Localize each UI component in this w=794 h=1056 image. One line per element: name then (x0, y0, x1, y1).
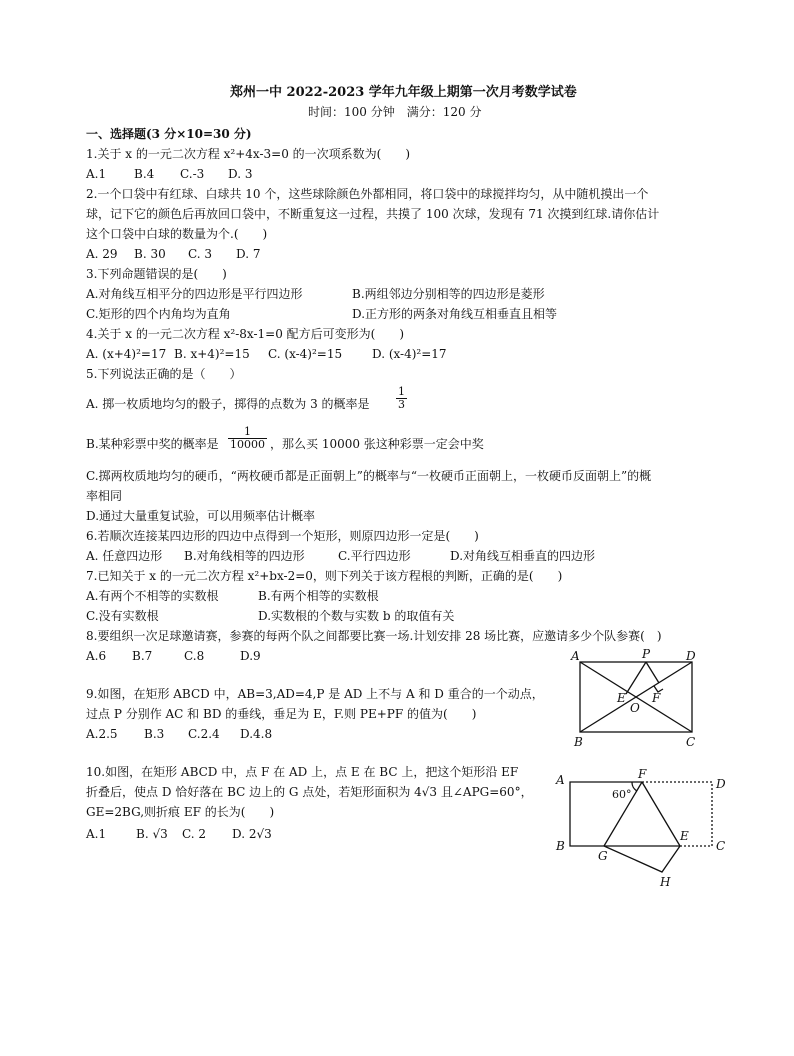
fraction-numerator: 1 (398, 385, 405, 398)
fraction-numerator: 1 (244, 425, 251, 438)
q5-option-d: D.通过大量重复试验，可以用频率估计概率 (86, 509, 316, 523)
q10-label-e: E (680, 829, 689, 843)
q10-angle-arc (632, 782, 637, 791)
q6-option-b: B.对角线相等的四边形 (184, 549, 305, 563)
q8-option-d: D.9 (240, 649, 261, 663)
q10-line-1: 10.如图，在矩形 ABCD 中，点 F 在 AD 上，点 E 在 BC 上，把这个矩形沿 EF (86, 765, 519, 779)
q9-option-a: A.2.5 (86, 727, 118, 741)
q10-label-f: F (638, 768, 647, 781)
q5-option-c-line-1: C.掷两枚质地均匀的硬币，“两枚硬币都是正面朝上”的概率与“一枚硬币正面朝上，一枚硬币反面朝上”的概 (86, 469, 652, 483)
q4-option-d: D. (x-4)²=17 (372, 347, 447, 361)
q8-option-c: C.8 (184, 649, 205, 663)
q2-line-3: 这个口袋中白球的数量为个.( ) (86, 227, 268, 241)
q3-option-c: C.矩形的四个内角均为直角 (86, 307, 231, 321)
q10-option-d: D. 2√3 (232, 827, 272, 841)
q9-label-p: P (642, 647, 651, 661)
q10-option-a: A.1 (86, 827, 107, 841)
exam-subtitle: 时间：100 分钟 满分：120 分 (308, 105, 482, 119)
q9-rectangle-figure (570, 646, 704, 750)
q9-line-1: 9.如图，在矩形 ABCD 中，AB=3,AD=4,P 是 AD 上不与 A 和 D 重合的一个动点， (86, 687, 544, 701)
exam-title: 郑州一中 2022-2023 学年九年级上期第一次月考数学试卷 (230, 85, 577, 100)
q10-label-h: H (660, 875, 671, 889)
q1-stem: 1.关于 x 的一元二次方程 x²+4x-3=0 的一次项系数为( ) (86, 147, 411, 161)
q10-label-c: C (716, 839, 726, 853)
q10-option-b: B. √3 (136, 827, 168, 841)
q10-rect-dotted-part (642, 782, 712, 846)
q4-option-b: B. x+4)²=15 (174, 347, 250, 361)
q6-option-a: A. 任意四边形 (86, 549, 163, 563)
q5-option-a-fraction (396, 386, 407, 411)
q10-fold-figure (552, 768, 734, 894)
q4-option-c: C. (x-4)²=15 (268, 347, 343, 361)
q3-stem: 3.下列命题错误的是( ) (86, 267, 227, 281)
q8-option-a: A.6 (86, 649, 107, 663)
q10-line-3: GE=2BG,则折痕 EF 的长为( ) (86, 805, 275, 819)
q5-option-b-start: B.某种彩票中奖的概率是 (86, 437, 219, 451)
q1-option-d: D. 3 (228, 167, 253, 181)
q1-option-b: B.4 (134, 167, 155, 181)
q9-label-b: B (574, 735, 583, 749)
q9-line-2: 过点 P 分别作 AC 和 BD 的垂线，垂足为 E，F.则 PE+PF 的值为( ) (86, 707, 477, 721)
q9-perpendicular-pe (626, 662, 646, 694)
q2-line-1: 2.一个口袋中有红球、白球共 10 个，这些球除颜色外都相同，将口袋中的球搅拌均匀，从中随机摸出一个 (86, 187, 649, 201)
q9-label-o: O (630, 701, 640, 715)
q9-label-c: C (686, 735, 696, 749)
q2-option-c: C. 3 (188, 247, 213, 261)
q3-option-a: A.对角线互相平分的四边形是平行四边形 (86, 287, 303, 301)
q6-option-d: D.对角线互相垂直的四边形 (450, 549, 596, 563)
q8-stem: 8.要组织一次足球邀请赛，参赛的每两个队之间都要比赛一场.计划安排 28 场比赛，应邀请多少个队参赛( ) (86, 629, 662, 643)
q9-label-a: A (571, 649, 580, 663)
q2-option-b: B. 30 (134, 247, 166, 261)
q2-line-2: 球，记下它的颜色后再放回口袋中，不断重复这一过程，共摸了 100 次球，发现有 71 次摸到红球.请你估计 (86, 207, 660, 221)
fraction-denominator: 3 (398, 398, 405, 411)
q2-option-a: A. 29 (86, 247, 118, 261)
q10-label-b: B (556, 839, 565, 853)
q9-option-b: B.3 (144, 727, 165, 741)
q6-stem: 6.若顺次连接某四边形的四边中点得到一个矩形，则原四边形一定是( ) (86, 529, 479, 543)
q3-option-b: B.两组邻边分别相等的四边形是菱形 (352, 287, 545, 301)
q9-label-e: E (617, 691, 626, 705)
q7-option-d: D.实数根的个数与实数 b 的取值有关 (258, 609, 455, 623)
fraction-denominator: 10000 (230, 438, 265, 451)
q2-option-d: D. 7 (236, 247, 261, 261)
q7-option-c: C.没有实数根 (86, 609, 159, 623)
q8-option-b: B.7 (132, 649, 153, 663)
q10-line-2: 折叠后，使点 D 恰好落在 BC 边上的 G 点处，若矩形面积为 4√3 且∠APG=60°， (86, 785, 533, 799)
q1-option-c: C.-3 (180, 167, 205, 181)
q5-option-c-line-2: 率相同 (86, 489, 123, 503)
q3-option-d: D.正方形的两条对角线互相垂直且相等 (352, 307, 558, 321)
q10-folded-flap (604, 846, 680, 872)
section-heading: 一、选择题(3 分×10=30 分) (86, 127, 252, 141)
q5-stem: 5.下列说法正确的是（ ） (86, 367, 242, 381)
q6-option-c: C.平行四边形 (338, 549, 411, 563)
q10-option-c: C. 2 (182, 827, 207, 841)
q5-option-a: A. 掷一枚质地均匀的骰子，掷得的点数为 3 的概率是 (86, 397, 370, 411)
q7-stem: 7.已知关于 x 的一元二次方程 x²+bx-2=0，则下列关于该方程根的判断，正确的是( ) (86, 569, 563, 583)
q1-option-a: A.1 (86, 167, 107, 181)
q10-label-a: A (556, 773, 565, 787)
q9-option-c: C.2.4 (188, 727, 220, 741)
q10-label-d: D (716, 777, 726, 791)
q10-label-g: G (598, 849, 608, 863)
q9-label-d: D (686, 649, 696, 663)
q5-option-b-fraction (228, 426, 267, 451)
q4-stem: 4.关于 x 的一元二次方程 x²-8x-1=0 配方后可变形为( ) (86, 327, 405, 341)
q4-option-a: A. (x+4)²=17 (86, 347, 167, 361)
q9-label-f: F (652, 691, 661, 705)
q7-option-b: B.有两个相等的实数根 (258, 589, 379, 603)
q7-option-a: A.有两个不相等的实数根 (86, 589, 219, 603)
q9-option-d: D.4.8 (240, 727, 273, 741)
q10-angle-label: 60° (612, 788, 632, 801)
q5-option-b-end: ，那么买 10000 张这种彩票一定会中奖 (270, 437, 484, 451)
q9-perpendicular-pf (646, 662, 659, 683)
q10-fold-line-ef (642, 782, 680, 846)
